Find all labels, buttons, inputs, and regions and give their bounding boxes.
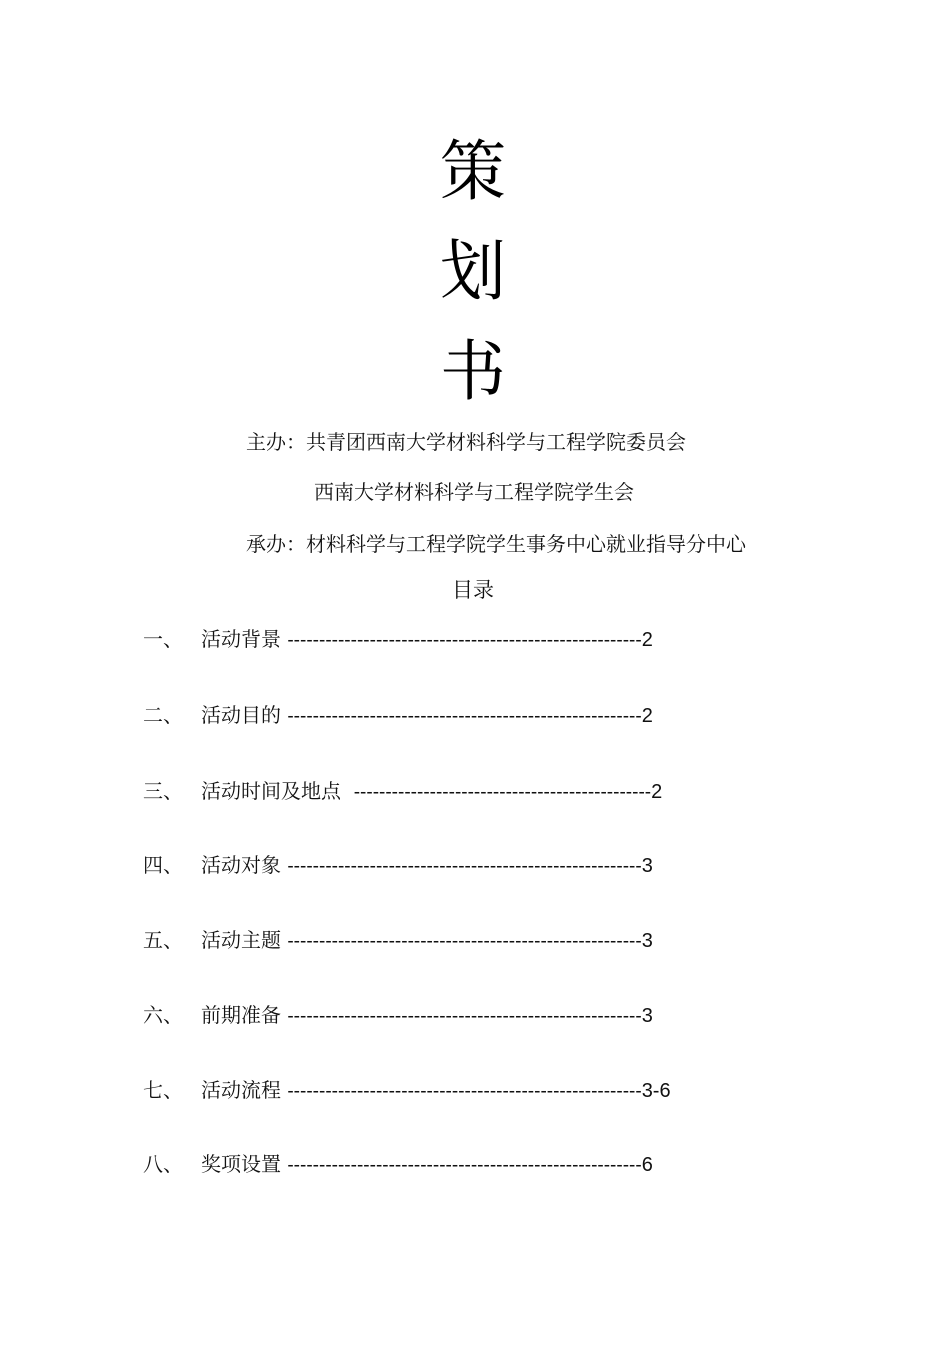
- toc-entry-label: 活动流程: [201, 1078, 281, 1102]
- toc-entry: [143, 1000, 653, 1030]
- toc-entry-number: 二、: [143, 703, 183, 727]
- toc-entry-page: 3: [641, 1005, 653, 1027]
- toc-entry-number: 一、: [143, 627, 183, 651]
- toc-entry-label: 活动主题: [201, 928, 281, 952]
- toc-entry-number: 五、: [143, 928, 183, 952]
- title-char-2: 划: [440, 233, 506, 310]
- toc-entry-leader: --------------------------------------------------------: [287, 1006, 642, 1027]
- toc-entry-page: 2: [641, 629, 653, 651]
- toc-entry: [143, 700, 653, 730]
- host-line: 主办：共青团西南大学材料科学与工程学院委员会: [246, 430, 686, 454]
- title-char-1: 策: [440, 133, 506, 210]
- toc-entry-label: 奖项设置: [201, 1152, 281, 1176]
- organizer-line: 承办：材料科学与工程学院学生事务中心就业指导分中心: [246, 532, 746, 556]
- toc-entry: [143, 1149, 653, 1179]
- toc-entry: [143, 1075, 671, 1105]
- toc-title: 目录: [452, 578, 494, 602]
- toc-entry: [143, 624, 653, 654]
- toc-entry-leader: --------------------------------------------------------: [287, 630, 642, 651]
- toc-entry-label: 活动时间及地点: [201, 779, 341, 803]
- toc-entry-number: 七、: [143, 1078, 183, 1102]
- toc-entry-leader: --------------------------------------------------------: [287, 931, 642, 952]
- toc-entry-page: 6: [641, 1154, 653, 1176]
- toc-entry-page: 3-6: [641, 1080, 671, 1102]
- toc-entry-leader: --------------------------------------------------------: [287, 706, 642, 727]
- toc-entry-page: 2: [651, 781, 663, 803]
- toc-entry-label: 活动背景: [201, 627, 281, 651]
- toc-entry-leader: -----------------------------------------------: [353, 782, 652, 803]
- toc-entry-leader: --------------------------------------------------------: [287, 1081, 642, 1102]
- toc-entry: [143, 850, 653, 880]
- toc-entry-page: 3: [641, 855, 653, 877]
- toc-entry: [143, 925, 653, 955]
- toc-entry-number: 八、: [143, 1152, 183, 1176]
- toc-entry-leader: --------------------------------------------------------: [287, 1155, 642, 1176]
- title-char-3: 书: [440, 333, 506, 410]
- toc-entry-number: 六、: [143, 1003, 183, 1027]
- toc-entry-number: 三、: [143, 779, 183, 803]
- co-host-line: 西南大学材料科学与工程学院学生会: [314, 480, 634, 504]
- toc-entry-page: 2: [641, 705, 653, 727]
- toc-entry-page: 3: [641, 930, 653, 952]
- toc-entry-label: 活动目的: [201, 703, 281, 727]
- toc-entry-label: 活动对象: [201, 853, 281, 877]
- toc-entry-label: 前期准备: [201, 1003, 281, 1027]
- toc-entry-number: 四、: [143, 853, 183, 877]
- toc-entry: [143, 776, 662, 806]
- toc-entry-leader: --------------------------------------------------------: [287, 856, 642, 877]
